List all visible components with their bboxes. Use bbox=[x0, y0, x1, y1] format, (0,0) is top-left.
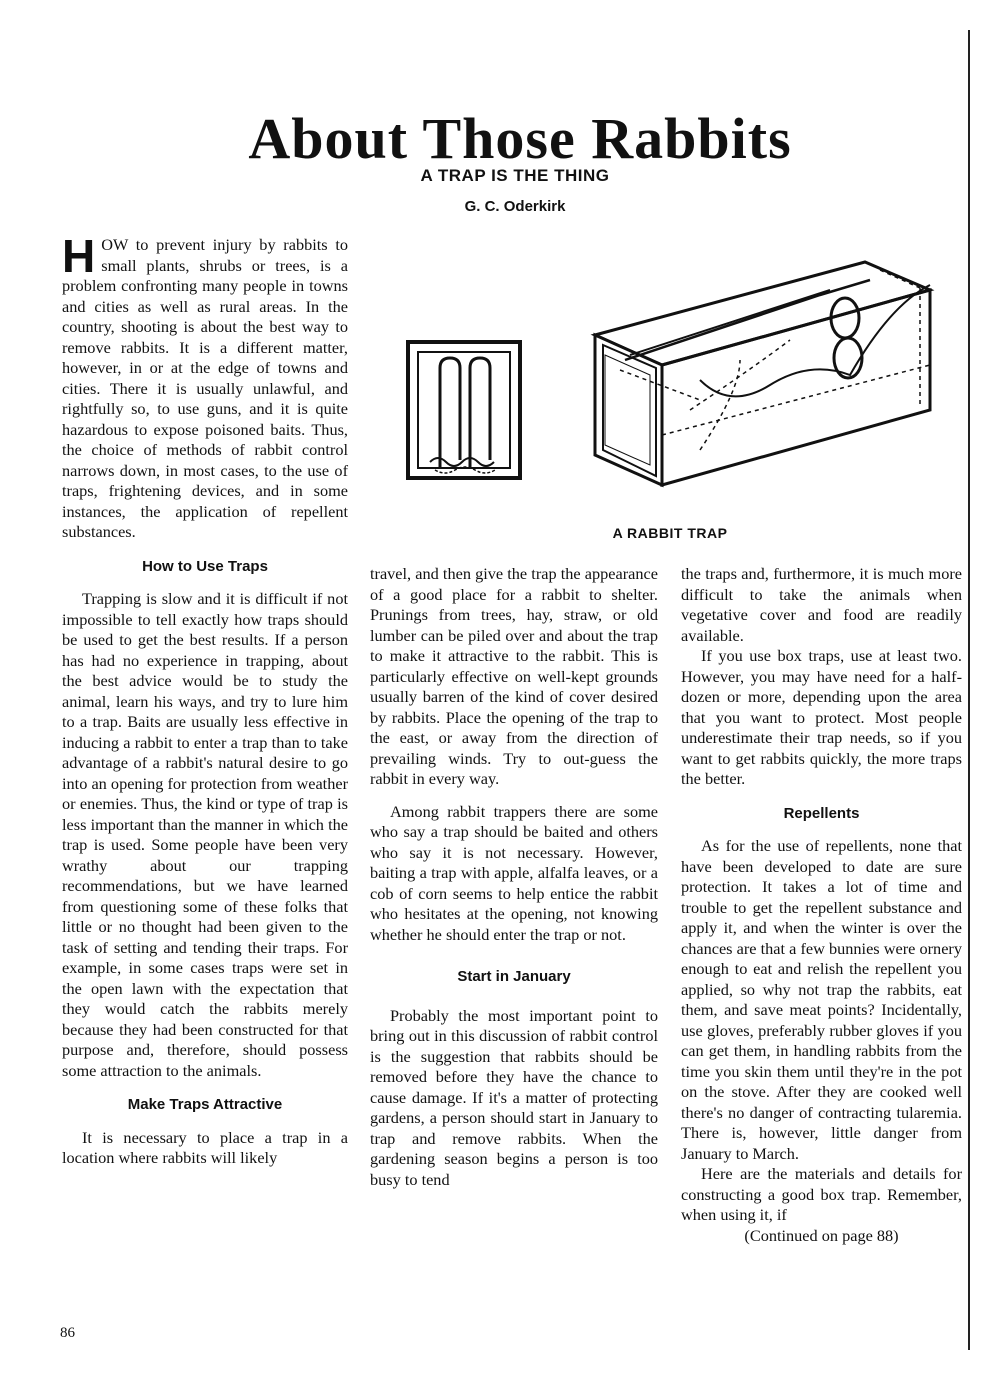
figure-caption: A RABBIT TRAP bbox=[612, 525, 728, 541]
drop-cap: H bbox=[62, 230, 96, 282]
article-title: About Those Rabbits bbox=[248, 106, 792, 171]
paragraph: Trapping is slow and it is difficult if not impossible to tell exactly how traps should be used to get the best results. If a person has had no experience in trapping, about the best advice would be to study the animal, learn his ways, and try to lure him to a trap. Baits are usually less effective in inducing a rabbit to enter a trap than to take advantage of a rabbit's natural desire to go into an opening for protection from weather or enemies. Thus, the kind or type of trap is less important than the manner in which the trap is used. Some people have been very wrathy about our trapping recommendations, but we have learned from questioning some of these folks that little or no thought had been given to the task of setting and tending their traps. For example, in some cases traps were set in the open lawn with the expectation that they would catch the rabbits merely because they had been constructed for that purpose and, therefore, should possess some attraction to the animals. bbox=[62, 589, 348, 1080]
paragraph: It is necessary to place a trap in a location where rabbits will likely bbox=[62, 1127, 348, 1167]
paragraph: Probably the most important point to bring out in this discussion of rabbit control is the suggestion that rabbits should be removed before they have the chance to cause damage. If it's a matter of protecting gardens, a person should start in January to trap and remove rabbits. When the gardening season begins a person is too busy to tend bbox=[370, 1005, 658, 1189]
column-1 bbox=[62, 230, 348, 1169]
intro-paragraph bbox=[62, 230, 348, 543]
article-subtitle: A TRAP IS THE THING bbox=[420, 166, 610, 185]
column-3 bbox=[681, 564, 962, 1246]
rabbit-trap-illustration bbox=[400, 240, 940, 520]
paragraph: If you use box traps, use at least two. However, you may have need for a half-dozen or more, depending upon the area that you want to protect. Most people underestimate their trap needs, so if you want to get rabbits quickly, the more traps the better. bbox=[681, 646, 962, 788]
article-author: G. C. Oderkirk bbox=[464, 198, 566, 215]
column-2 bbox=[370, 564, 658, 1190]
section-heading-how-to-use-traps: How to Use Traps bbox=[142, 557, 268, 575]
section-heading-make-traps-attractive: Make Traps Attractive bbox=[127, 1096, 283, 1113]
section-heading-repellents: Repellents bbox=[783, 804, 860, 822]
page-number: 86 bbox=[60, 1325, 75, 1341]
trigger-end-view bbox=[408, 342, 520, 478]
continued-note: (Continued on page 88) bbox=[744, 1225, 899, 1245]
box-trap bbox=[595, 262, 930, 485]
section-heading-start-in-january: Start in January bbox=[457, 968, 571, 985]
paragraph: Among rabbit trappers there are some who say a trap should be baited and others who say it is not necessary. However, baiting a trap with apple, alfalfa leaves, or a cob of corn seems to help entice the rabbit who hesitates at the opening, not knowing whether he should enter the trap or not. bbox=[370, 801, 658, 944]
paragraph: As for the use of repellents, none that have been developed to date are sure protection. It takes a lot of time and trouble to get the repellent substance and apply it, and when the winter is over the chances are that a few bunnies were ornery enough to eat and relish the repellent you applied, so why not trap the rabbits, eat them, and save meat points? Incidentally, use gloves, preferably rubber gloves if you can get them, in handling rabbits from the time you skin them until they're in the pot on the stove. After they are cooked well there's no danger of contracting tularemia. There is, however, little danger from January to March. bbox=[681, 836, 962, 1163]
paragraph: travel, and then give the trap the appearance of a good place for a rabbit to shelter. Prunings from trees, hay, straw, or old lumber can be piled over and about the trap to make it attractive to the rabbit. This is particularly effective on well-kept grounds usually barren of the kind of cover desired by rabbits. Place the opening of the trap to the east, or away from the direction of prevailing winds. Try to out-guess the rabbit in every way. bbox=[370, 564, 658, 788]
paragraph: the traps and, furthermore, it is much more difficult to take the animals when vegetative cover and food are readily available. bbox=[681, 564, 962, 645]
paragraph: Here are the materials and details for constructing a good box trap. Remember, when using it, if bbox=[681, 1164, 962, 1224]
intro-text: OW to prevent injury by rabbits to small plants, shrubs or trees, is a problem confronting many people in towns and cities as well as rural areas. In the country, shooting is about the best way to remove rabbits. It is a different matter, however, in or at the edge of towns and cities. There it is usually unlawful, and rightfully so, to use guns, and it is quite hazardous to expose poisoned baits. Thus, the choice of methods of rabbit control narrows down, in most cases, to the use of traps, frightening devices, and in some instances, the application of repellent substances. bbox=[62, 235, 348, 541]
page-edge-line bbox=[968, 30, 970, 1350]
